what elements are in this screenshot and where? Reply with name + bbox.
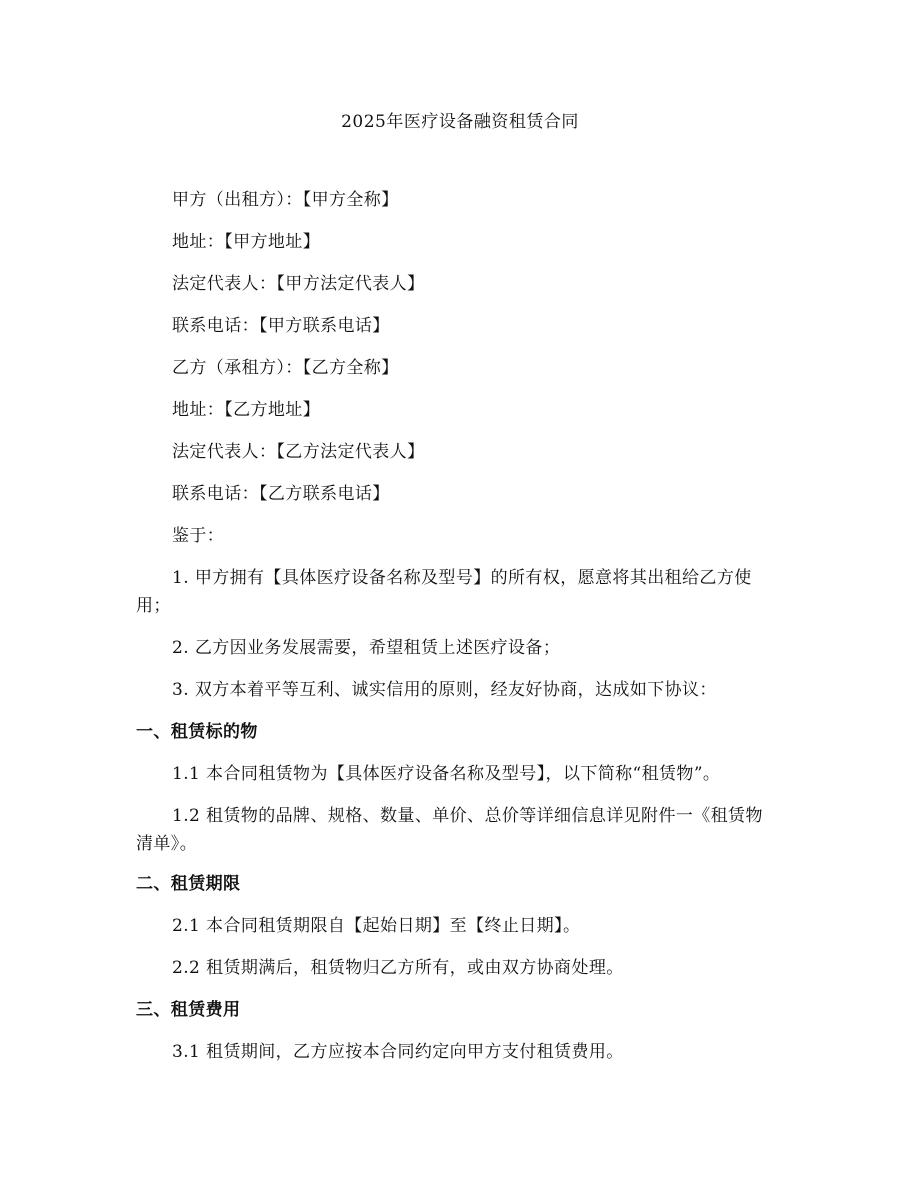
party-a-phone: 联系电话：【甲方联系电话】	[172, 316, 390, 336]
whereas-item-1-line-2: 用；	[136, 596, 171, 616]
section-2-clause-1: 2.1 本合同租赁期限自【起始日期】至【终止日期】。	[172, 916, 581, 936]
section-2-heading: 二、租赁期限	[136, 874, 241, 894]
section-1-clause-1: 1.1 本合同租赁物为【具体医疗设备名称及型号】，以下简称“租赁物”。	[172, 764, 721, 784]
section-2-clause-2: 2.2 租赁期满后，租赁物归乙方所有，或由双方协商处理。	[172, 958, 624, 978]
party-b-phone: 联系电话：【乙方联系电话】	[172, 484, 390, 504]
party-b-address: 地址：【乙方地址】	[172, 400, 321, 420]
section-3-heading: 三、租赁费用	[136, 1000, 241, 1020]
section-1-clause-2-line-2: 清单》。	[136, 834, 198, 854]
whereas-item-1-line-1: 1. 甲方拥有【具体医疗设备名称及型号】的所有权，愿意将其出租给乙方使	[172, 568, 752, 588]
section-1-clause-2-line-1: 1.2 租赁物的品牌、规格、数量、单价、总价等详细信息详见附件一《租赁物	[172, 806, 763, 826]
party-a-address: 地址：【甲方地址】	[172, 232, 321, 252]
whereas-item-3: 3. 双方本着平等互利、诚实信用的原则，经友好协商，达成如下协议：	[172, 680, 717, 700]
section-3-clause-1: 3.1 租赁期间，乙方应按本合同约定向甲方支付租赁费用。	[172, 1042, 624, 1062]
party-b-name: 乙方（承租方）：【乙方全称】	[172, 358, 399, 378]
whereas-item-2: 2. 乙方因业务发展需要，希望租赁上述医疗设备；	[172, 638, 561, 658]
party-b-representative: 法定代表人：【乙方法定代表人】	[172, 442, 425, 462]
party-a-name: 甲方（出租方）：【甲方全称】	[172, 190, 399, 210]
party-a-representative: 法定代表人：【甲方法定代表人】	[172, 274, 425, 294]
section-1-heading: 一、租赁标的物	[136, 722, 258, 742]
document-title: 2025年医疗设备融资租赁合同	[341, 112, 579, 132]
whereas-label: 鉴于：	[172, 526, 225, 546]
